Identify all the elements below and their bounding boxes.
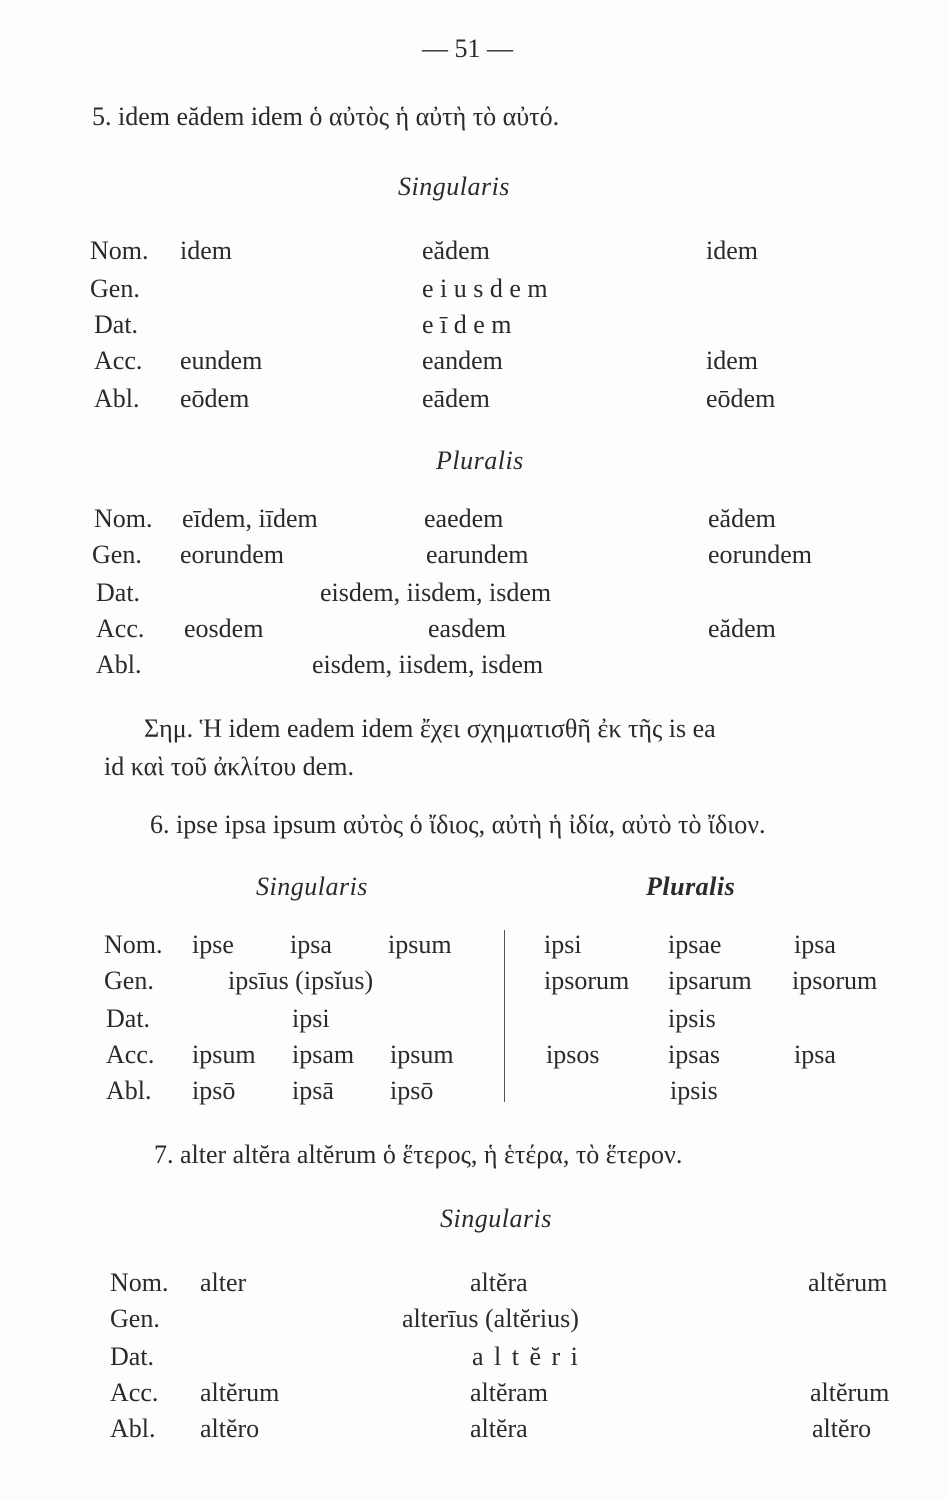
form-all-genders: e i u s d e m xyxy=(422,274,548,303)
case-label: Nom. xyxy=(94,504,153,533)
form-feminine: altĕra xyxy=(470,1268,528,1297)
form-neuter: idem xyxy=(706,346,758,375)
form-neuter: eorundem xyxy=(708,540,812,569)
form-neuter: ipsō xyxy=(390,1076,434,1105)
case-label: Dat. xyxy=(106,1004,151,1033)
form-masculine: alter xyxy=(200,1268,247,1297)
form-feminine: ipsam xyxy=(292,1040,355,1069)
form-all-genders: ipsis xyxy=(670,1076,718,1105)
section-5-note-line-2: id καὶ τοῦ ἀκλίτου dem. xyxy=(104,752,354,781)
case-label: Acc. xyxy=(106,1040,155,1069)
form-masculine: ipsos xyxy=(546,1040,600,1069)
section-5-pluralis-title: Pluralis xyxy=(436,446,524,475)
form-masculine: ipsi xyxy=(544,930,582,959)
form-neuter: eădem xyxy=(708,504,776,533)
section-5-heading: 5. idem eădem idem ὁ αὐτὸς ἡ αὐτὴ τὸ αὐτό. xyxy=(92,102,560,131)
form-masculine: idem xyxy=(180,236,232,265)
form-feminine: ipsa xyxy=(290,930,332,959)
form-feminine: ipsā xyxy=(292,1076,334,1105)
form-neuter: eădem xyxy=(708,614,776,643)
form-neuter: ipsum xyxy=(388,930,452,959)
section-6-singularis-title: Singularis xyxy=(256,872,368,901)
form-feminine: eădem xyxy=(422,236,490,265)
form-neuter: eōdem xyxy=(706,384,776,413)
form-masculine: eīdem, iīdem xyxy=(182,504,318,533)
case-label: Gen. xyxy=(90,274,140,303)
form-masculine: eorundem xyxy=(180,540,284,569)
case-label: Nom. xyxy=(104,930,163,959)
form-feminine: altĕram xyxy=(470,1378,548,1407)
page-number: — 51 — xyxy=(422,34,513,63)
form-feminine: ipsas xyxy=(668,1040,720,1069)
form-all-genders: ipsis xyxy=(668,1004,716,1033)
section-7-singularis-title: Singularis xyxy=(440,1204,552,1233)
section-5-singularis-title: Singularis xyxy=(398,172,510,201)
section-6-pluralis-title: Pluralis xyxy=(646,872,736,901)
form-masculine: eōdem xyxy=(180,384,250,413)
form-neuter: ipsum xyxy=(390,1040,454,1069)
form-all-genders: ipsīus (ipsĭus) xyxy=(228,966,374,995)
form-feminine: eādem xyxy=(422,384,490,413)
form-neuter: altĕrum xyxy=(808,1268,888,1297)
form-neuter: idem xyxy=(706,236,758,265)
form-masculine: ipsō xyxy=(192,1076,236,1105)
case-label: Gen. xyxy=(104,966,154,995)
form-all-genders: e ī d e m xyxy=(422,310,512,339)
section-5-note-line-1: Σημ. Ἡ idem eadem idem ἔχει σχηματισθῆ ἐκ τῆς is ea xyxy=(144,714,716,743)
form-masculine: eundem xyxy=(180,346,263,375)
case-label: Nom. xyxy=(90,236,149,265)
case-label: Dat. xyxy=(110,1342,155,1371)
form-feminine: eaedem xyxy=(424,504,504,533)
form-all-genders: a l t ĕ r i xyxy=(472,1342,580,1371)
section-7-heading: 7. alter altĕra altĕrum ὁ ἕτερος, ἡ ἑτέρα, τὸ ἕτερον. xyxy=(154,1140,683,1169)
case-label: Dat. xyxy=(94,310,139,339)
form-feminine: altĕra xyxy=(470,1414,528,1443)
form-feminine: easdem xyxy=(428,614,506,643)
case-label: Abl. xyxy=(96,650,142,679)
case-label: Acc. xyxy=(110,1378,159,1407)
case-label: Acc. xyxy=(96,614,145,643)
form-all-genders: alterīus (altĕrius) xyxy=(402,1304,579,1333)
form-all-genders: eisdem, iisdem, isdem xyxy=(312,650,544,679)
case-label: Abl. xyxy=(106,1076,152,1105)
case-label: Acc. xyxy=(94,346,143,375)
column-divider xyxy=(504,930,505,1102)
form-neuter: ipsorum xyxy=(792,966,878,995)
case-label: Dat. xyxy=(96,578,141,607)
form-masculine: ipsum xyxy=(192,1040,256,1069)
case-label: Abl. xyxy=(94,384,140,413)
form-neuter: ipsa xyxy=(794,930,836,959)
form-feminine: ipsae xyxy=(668,930,722,959)
form-neuter: altĕrum xyxy=(810,1378,890,1407)
form-masculine: ipse xyxy=(192,930,234,959)
form-neuter: ipsa xyxy=(794,1040,836,1069)
form-all-genders: eisdem, iisdem, isdem xyxy=(320,578,552,607)
case-label: Gen. xyxy=(92,540,142,569)
form-masculine: eosdem xyxy=(184,614,264,643)
case-label: Abl. xyxy=(110,1414,156,1443)
case-label: Nom. xyxy=(110,1268,169,1297)
case-label: Gen. xyxy=(110,1304,160,1333)
form-all-genders: ipsi xyxy=(292,1004,330,1033)
form-neuter: altĕro xyxy=(812,1414,872,1443)
form-masculine: ipsorum xyxy=(544,966,630,995)
form-feminine: ipsarum xyxy=(668,966,752,995)
form-masculine: altĕro xyxy=(200,1414,260,1443)
section-6-heading: 6. ipse ipsa ipsum αὐτὸς ὁ ἴδιος, αὐτὴ ἡ ἰδία, αὐτὸ τὸ ἴδιον. xyxy=(150,810,766,839)
form-feminine: eandem xyxy=(422,346,503,375)
form-masculine: altĕrum xyxy=(200,1378,280,1407)
form-feminine: earundem xyxy=(426,540,529,569)
